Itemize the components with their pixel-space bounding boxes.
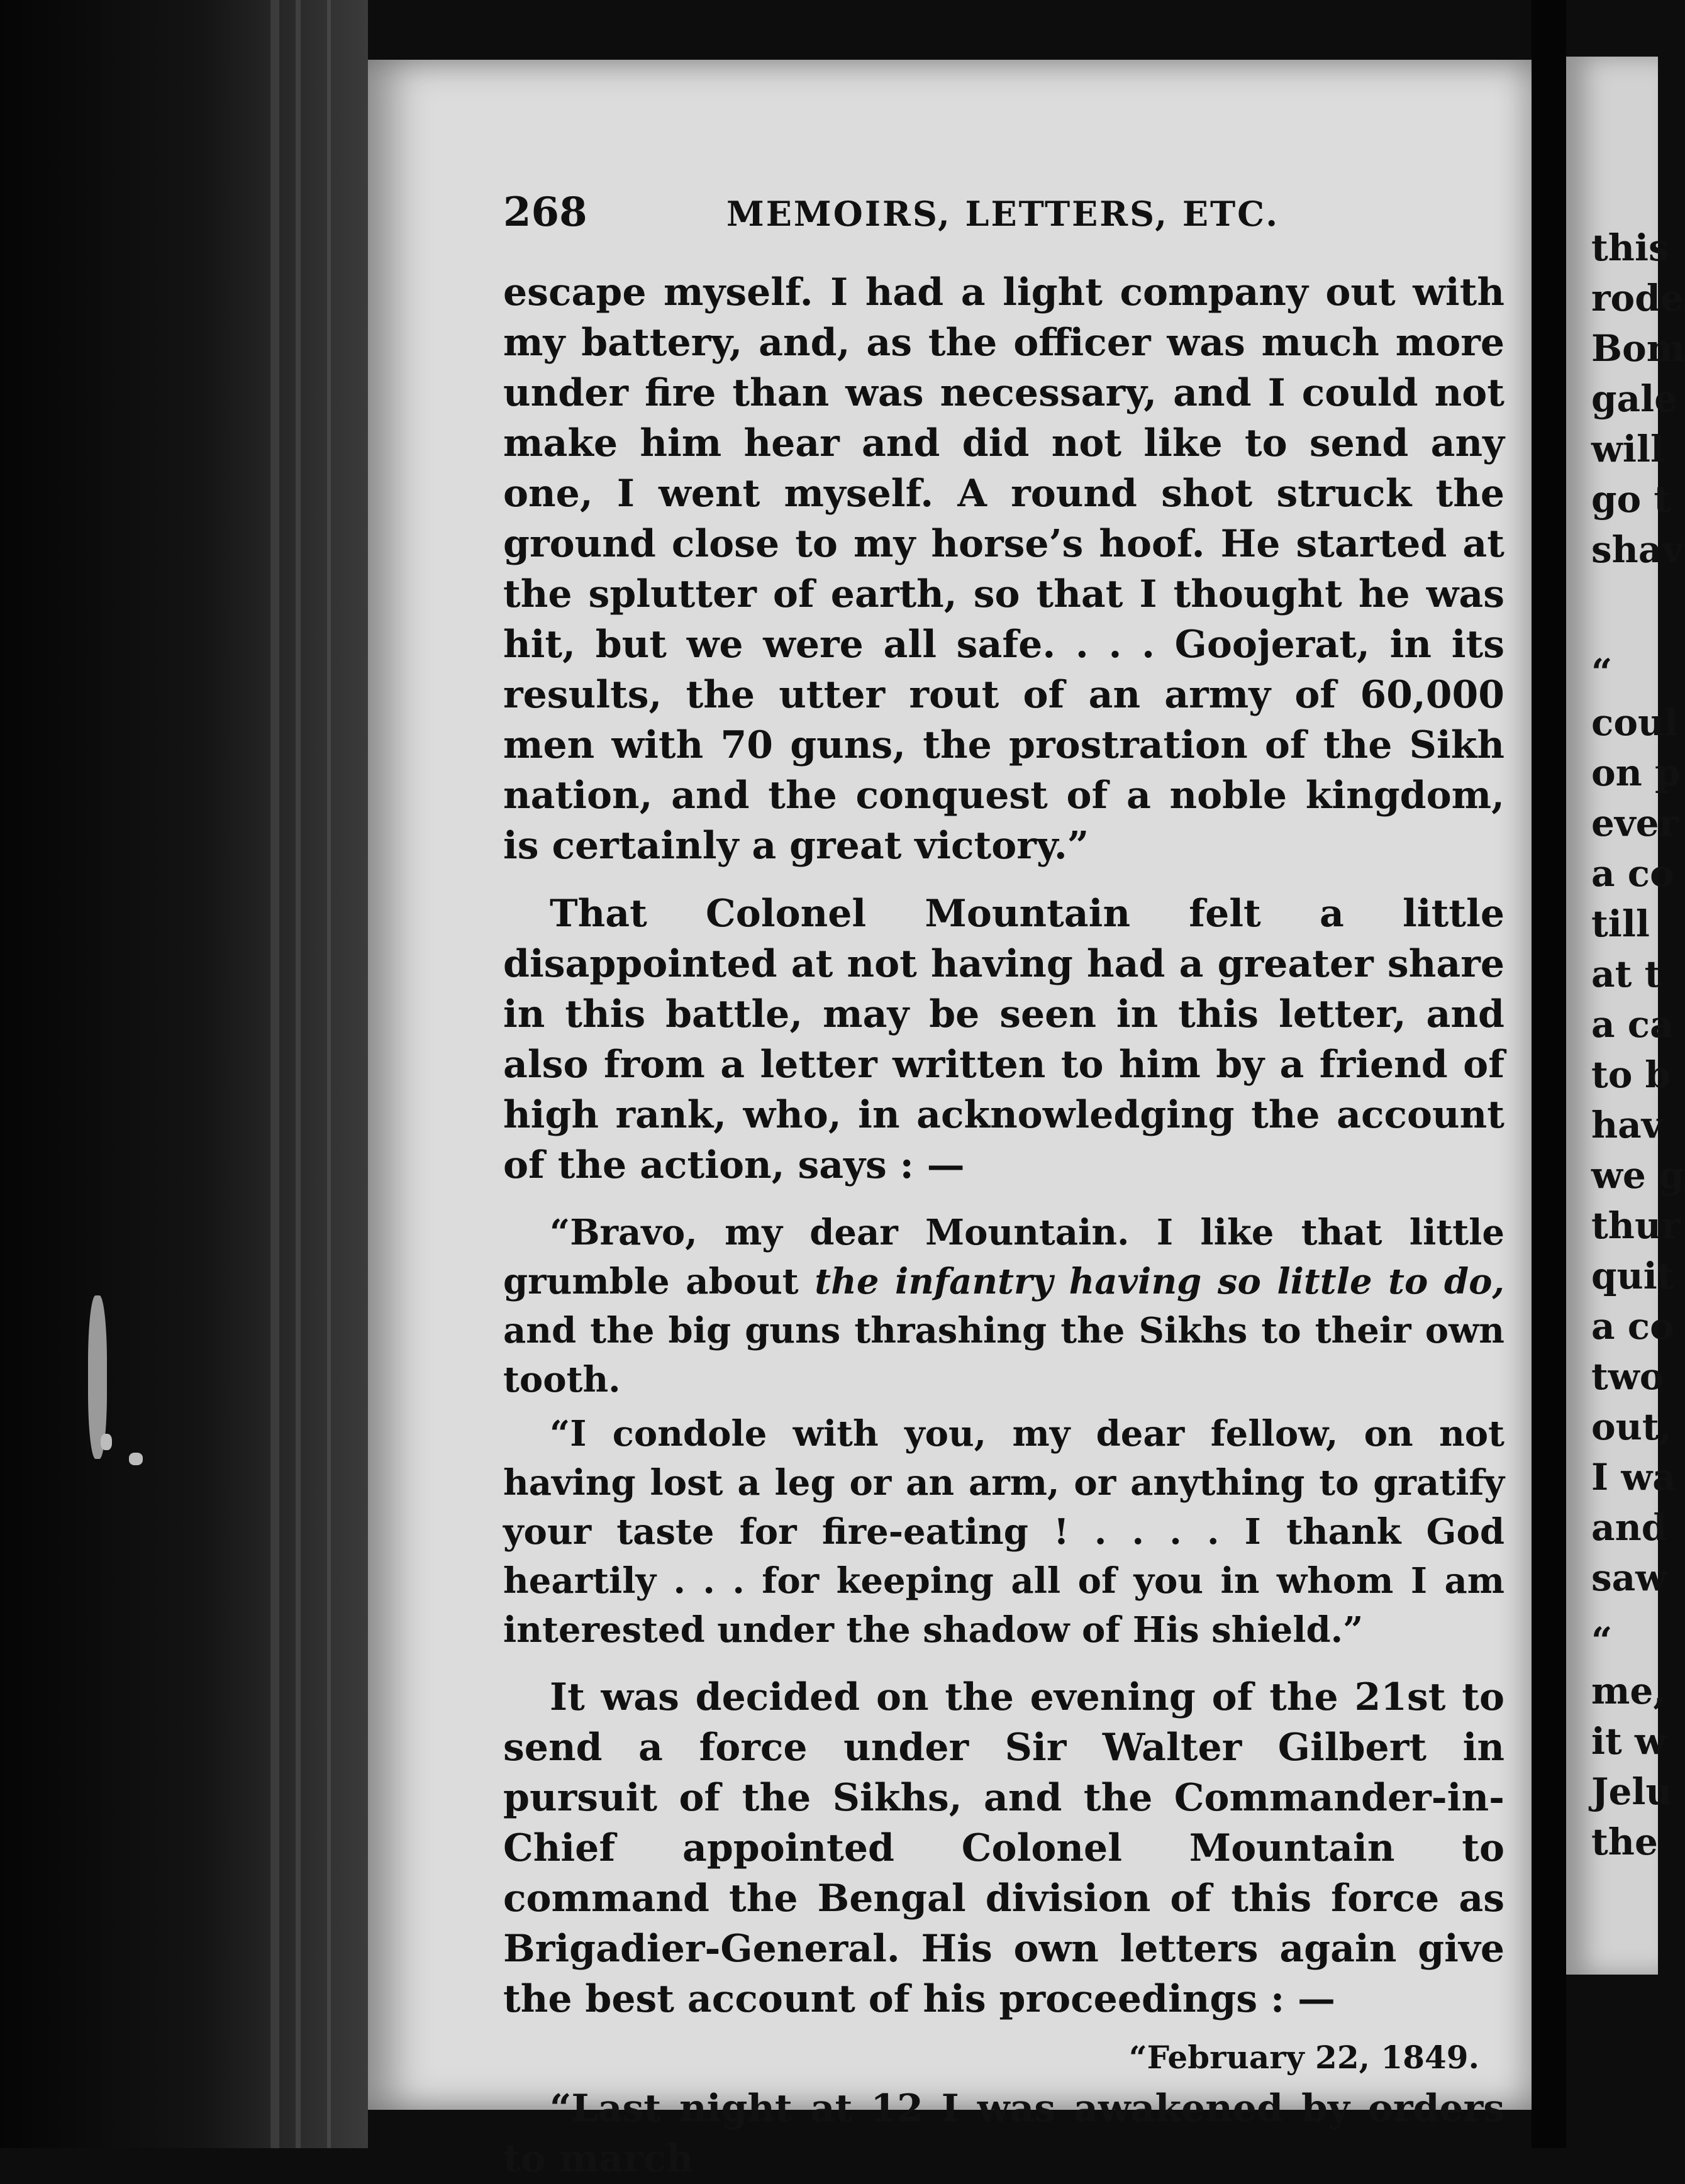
facing-page-word: it w xyxy=(1591,1720,1666,1763)
scanner-background-left xyxy=(0,0,368,2148)
facing-page-word: thur xyxy=(1591,1204,1681,1247)
page-body xyxy=(503,267,1504,2184)
binding-strip xyxy=(327,0,331,2148)
paragraph-continuation: escape myself. I had a light company out with my battery, and, as the officer was much more under fire than was necessary, and I could not make him hear and did not like to send any one, I went myself. A round shot struck the ground close to my horse’s hoof. He started at the splutter of earth, so that I thought he was hit, but we were all safe. . . . Goojerat, in its results, the utter rout of an army of 60,000 men with 70 guns, the prostration of the Sikh nation, and the conquest of a noble kingdom, is certainly a great victory.” xyxy=(503,270,1504,868)
facing-page-word: Bom xyxy=(1591,327,1685,370)
paragraph: It was decided on the evening of the 21st to send a force under Sir Walter Gilbert in pursuit of the Sikhs, and the Commander-in-Chief appointed Colonel Mountain to command the Bengal division of this force as Brigadier-General. His own letters again give the best account of his proceedings : — xyxy=(503,1675,1504,2021)
quote-emphasis: the infantry having so little to do, xyxy=(815,1261,1504,1302)
page-number: 268 xyxy=(503,189,587,236)
facing-page-word: and xyxy=(1591,1506,1667,1549)
facing-page-word: we g xyxy=(1591,1154,1684,1197)
facing-page-word: till xyxy=(1591,902,1650,945)
paragraph: “Last night at 12 I was awakened by orders to march xyxy=(503,2087,1504,2181)
facing-page-word: ever xyxy=(1591,802,1679,845)
facing-page-word: “ xyxy=(1591,651,1613,694)
facing-page-word: out, xyxy=(1591,1405,1672,1448)
facing-page-word: “ xyxy=(1591,1619,1613,1662)
binding-strip xyxy=(296,0,301,2148)
facing-page-word: two xyxy=(1591,1355,1664,1398)
facing-page-word: Jelu xyxy=(1591,1770,1672,1813)
quote-text: and the big guns thrashing the Sikhs to their own tooth. xyxy=(503,1310,1504,1400)
facing-page-word: to b xyxy=(1591,1053,1671,1096)
binding-strip xyxy=(270,0,279,2148)
scan-artifact xyxy=(129,1453,143,1465)
letter-date: “February 22, 1849. xyxy=(1128,2039,1479,2076)
quoted-paragraph: “I condole with you, my dear fellow, on not having lost a leg or an arm, or anything to gratify your taste for fire-eating ! . . . . I thank God heartily . . . for keeping all of you in whom I am interested under the shadow of His shield.” xyxy=(503,1413,1504,1651)
scan-artifact xyxy=(101,1434,112,1450)
facing-page-word: shav xyxy=(1591,528,1684,571)
facing-page-word: saw xyxy=(1591,1556,1667,1599)
facing-page-word: hav xyxy=(1591,1104,1663,1146)
running-title: MEMOIRS, LETTERS, ETC. xyxy=(726,194,1280,234)
facing-page-word: coul xyxy=(1591,701,1679,744)
facing-page-word: gale xyxy=(1591,377,1678,420)
facing-page-word: me, xyxy=(1591,1670,1666,1712)
facing-page-word: on p xyxy=(1591,751,1681,794)
facing-page-word: a ca xyxy=(1591,1003,1674,1046)
facing-page-word: I wa xyxy=(1591,1456,1676,1499)
facing-page-word: this xyxy=(1591,226,1669,269)
facing-page-word: rode xyxy=(1591,277,1684,319)
page-gutter xyxy=(1532,0,1566,2148)
facing-page-word: a co xyxy=(1591,1305,1674,1348)
facing-page-word: go t xyxy=(1591,478,1671,521)
facing-page-word: a co xyxy=(1591,852,1674,895)
running-head xyxy=(503,189,1535,245)
facing-page-word: will xyxy=(1591,428,1665,470)
facing-page-word: quit xyxy=(1591,1255,1674,1297)
facing-page-fragment xyxy=(1566,57,1685,1975)
book-page xyxy=(368,60,1532,2181)
paragraph: That Colonel Mountain felt a little disappointed at not having had a greater share in this battle, may be seen in this letter, and also from a letter written to him by a friend of high rank, who, in acknowledging the account of the action, says : — xyxy=(503,892,1504,1187)
facing-page-word: the xyxy=(1591,1821,1658,1863)
facing-page-word: at t xyxy=(1591,953,1662,995)
quoted-paragraph xyxy=(503,1208,1504,1404)
quote-text: “Bravo, my dear Mountain. I like that little grumble about xyxy=(503,1212,1504,1302)
